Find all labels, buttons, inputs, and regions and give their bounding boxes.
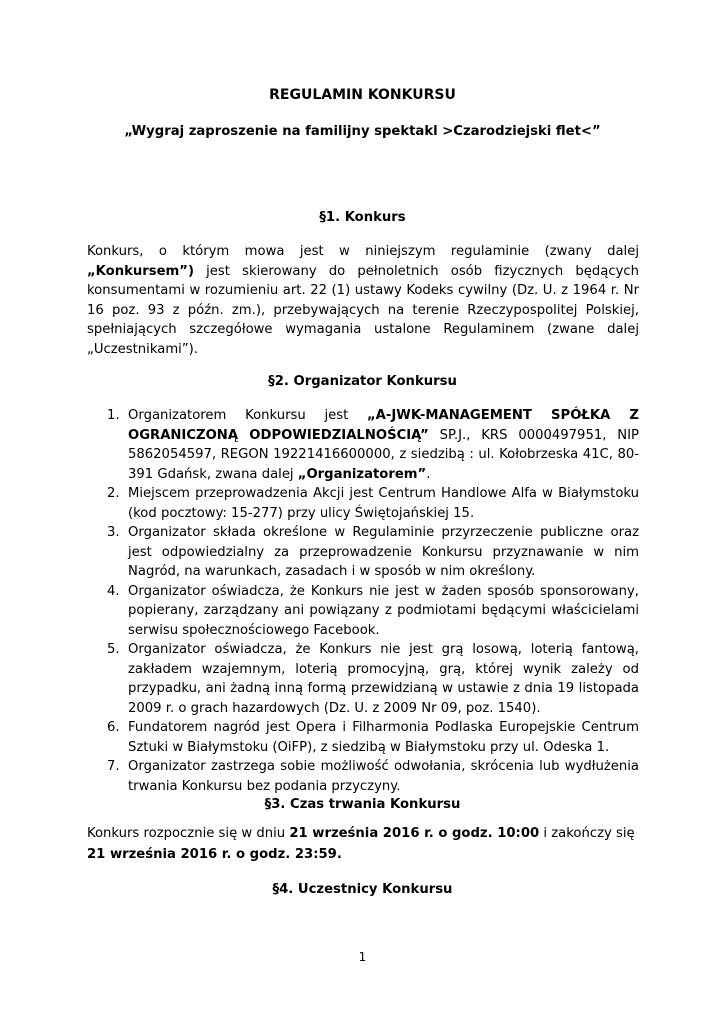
section-1-heading: §1. Konkurs	[319, 210, 406, 225]
list-item-text: Miejscem przeprowadzenia Akcji jest Centrum Handlowe Alfa w Białymstoku (kod pocztowy: 15-277) przy ulicy Świętojańskiej 15.	[128, 486, 639, 521]
list-item	[87, 718, 639, 757]
list-item-number: 7.	[107, 759, 120, 774]
section-1-text-c: jest skierowany do pełnoletnich osób fizycznych będących konsumentami w rozumieniu art. 22 (1) ustawy Kodeks cywilny (Dz. U. z 1964 r. Nr 16 poz. 93 z późn. zm.), przebywających na terenie Rzeczypospolitej Polskiej, spełniających szczegółowe wymagania ustalone Regulaminem (zwane dalej „Uczestnikami”).	[87, 263, 639, 357]
item-1-text-e: .	[426, 466, 431, 482]
list-item-number: 5.	[107, 642, 120, 657]
list-item	[87, 484, 639, 523]
item-1-text-a: Organizatorem Konkursu jest	[128, 408, 368, 423]
section-3-text-c: i zakończy się	[539, 826, 635, 841]
section-2-heading: §2. Organizator Konkursu	[268, 374, 457, 389]
list-item-text: Organizator zastrzega sobie możliwość odwołania, skrócenia lub wydłużenia trwania Konkursu bez podania przyczyny.	[128, 759, 639, 794]
list-item-text: Fundatorem nagród jest Opera i Filharmonia Podlaska Europejskie Centrum Sztuki w Białymstoku (OiFP), z siedzibą w Białymstoku przy ul. Odeska 1.	[128, 720, 639, 755]
section-4-heading: §4. Uczestnicy Konkursu	[272, 882, 453, 897]
section-1-paragraph	[87, 242, 639, 359]
section-3-paragraph	[87, 823, 647, 865]
item-1-company: „A-JWK-MANAGEMENT SPÓŁKA Z OGRANICZONĄ ODPOWIEDZIALNOŚCIĄ”	[128, 408, 639, 443]
section-1-text-a: Konkurs, o którym mowa jest w niniejszym regulaminie (zwany dalej	[87, 244, 639, 259]
section-3-end-date: 21 września 2016 r. o godz. 23:59.	[87, 847, 342, 862]
list-item	[87, 406, 639, 484]
list-item-number: 2.	[107, 486, 120, 501]
list-item-number: 4.	[107, 583, 120, 599]
document-subtitle: „Wygraj zaproszenie na familijny spektakl >Czarodziejski flet<”	[124, 124, 601, 139]
list-item	[87, 757, 639, 796]
list-item	[87, 582, 639, 641]
item-1-text-c: SP.J., KRS 0000497951, NIP 5862054597, REGON 19221416600000, z siedzibą : ul. Kołobrzeska 41C, 80-391 Gdańsk, zwana dalej	[128, 427, 639, 482]
item-1-term: „Organizatorem”	[297, 466, 427, 482]
section-2-list	[87, 406, 639, 796]
document-title: REGULAMIN KONKURSU	[269, 87, 456, 103]
list-item-number: 3.	[107, 525, 120, 540]
page-number: 1	[358, 950, 367, 964]
list-item	[87, 640, 639, 718]
list-item-text: Organizator składa określone w Regulaminie przyrzeczenie publiczne oraz jest odpowiedzialny za przeprowadzenie Konkursu przyznawanie w nim Nagród, na warunkach, zasadach i w sposób w nim określony.	[128, 525, 639, 579]
list-item	[87, 523, 639, 582]
section-1-term: „Konkursem”)	[87, 263, 194, 279]
list-item-number: 6.	[107, 720, 120, 735]
list-item-number: 1.	[107, 408, 120, 423]
list-item-text: Organizator oświadcza, że Konkurs nie jest w żaden sposób sponsorowany, popierany, zarządzany ani powiązany z podmiotami będącymi właścicielami serwisu społecznościowego Facebook.	[128, 583, 639, 638]
section-3-text-a: Konkurs rozpocznie się w dniu	[87, 826, 290, 841]
list-item-text: Organizator oświadcza, że Konkurs nie jest grą losową, loterią fantową, zakładem wzajemnym, loterią promocyjną, grą, której wynik zależy od przypadku, ani żadną inną formą przewidzianą w ustawie z dnia 19 listopada 2009 r. o grach hazardowych (Dz. U. z 2009 Nr 09, poz. 1540).	[128, 642, 639, 716]
section-3-start-date: 21 września 2016 r. o godz. 10:00	[289, 826, 540, 841]
section-3-heading: §3. Czas trwania Konkursu	[264, 797, 461, 812]
